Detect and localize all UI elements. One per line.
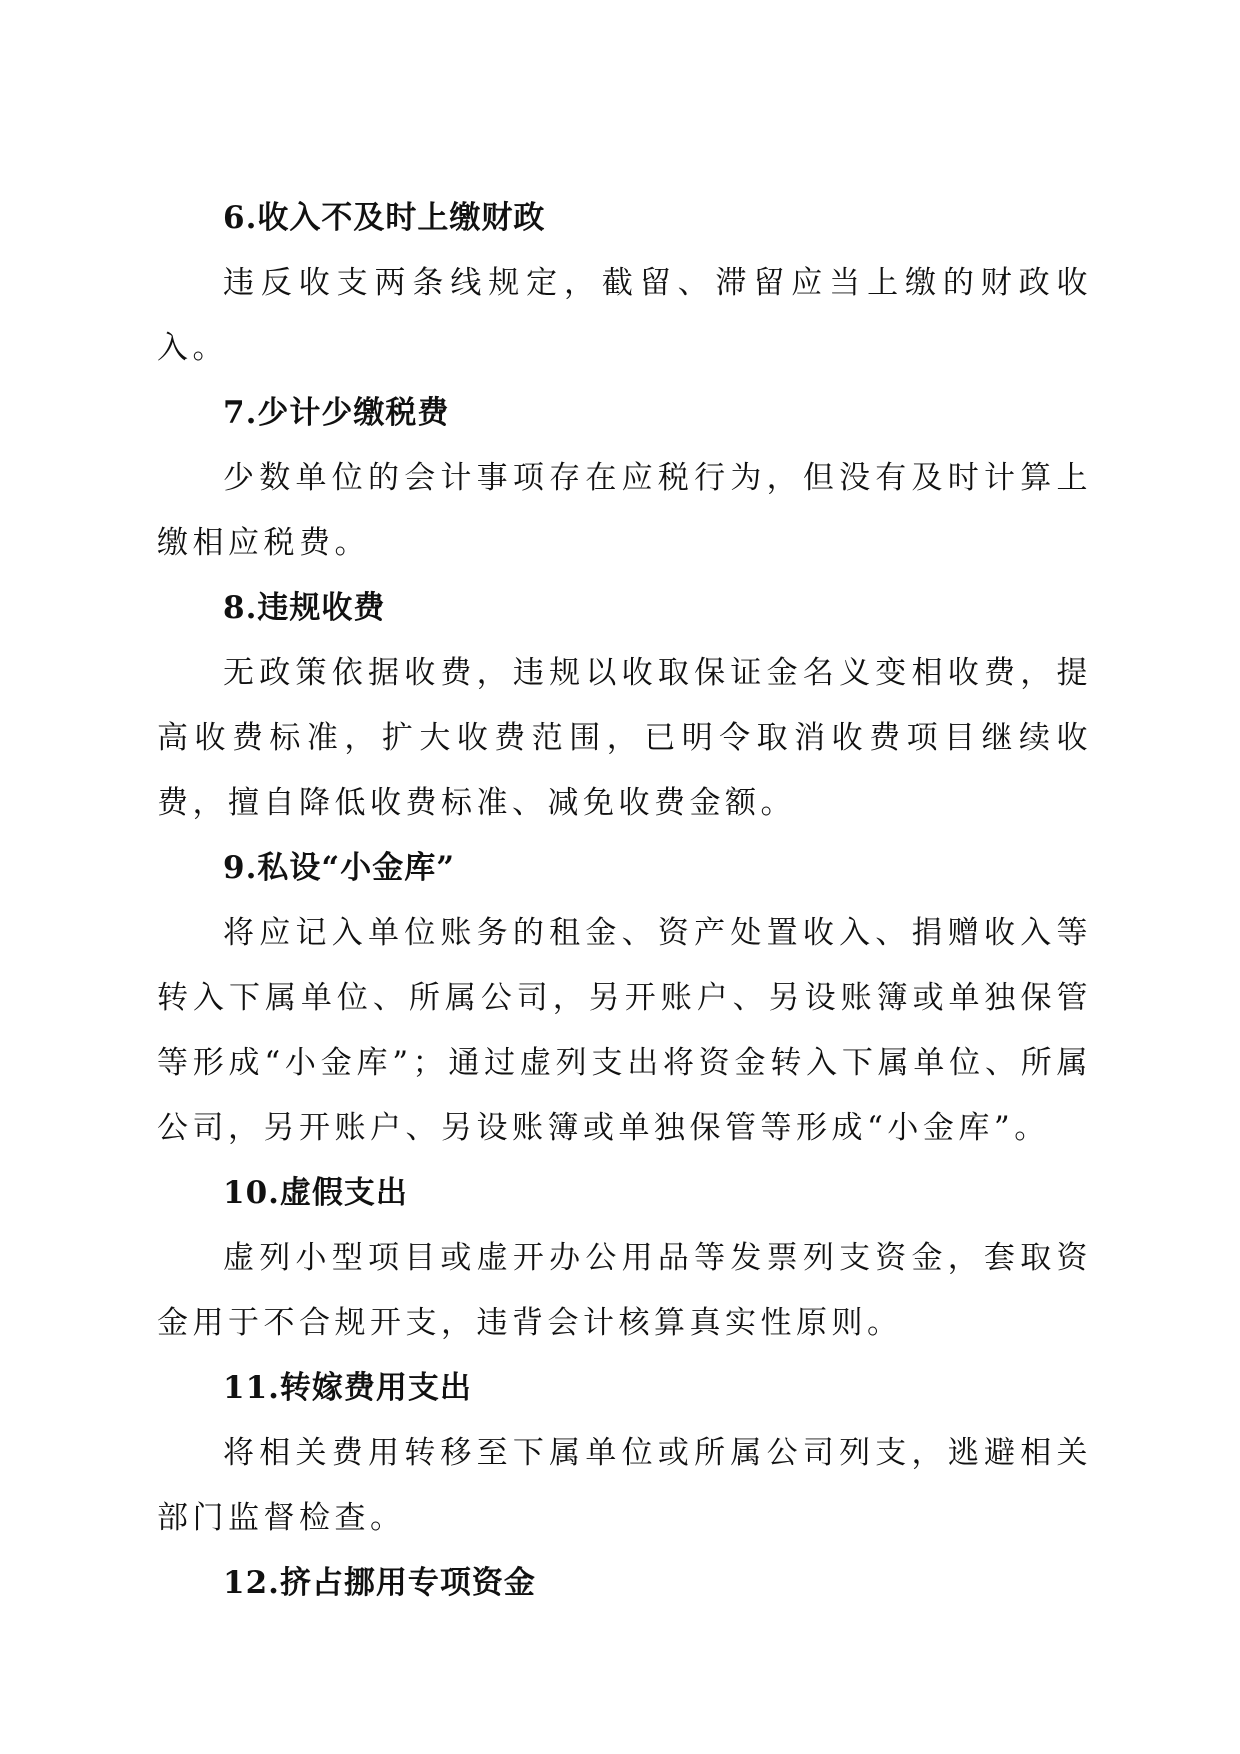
section-heading-12: 12.挤占挪用专项资金 (223, 1565, 536, 1601)
section-heading-10: 10.虚假支出 (223, 1175, 408, 1211)
section-body-10: 虚列小型项目或虚开办公用品等发票列支资金，套取资金用于不合规开支，违背会计核算真实性原则。 (157, 1240, 1092, 1341)
section-body-7: 少数单位的会计事项存在应税行为，但没有及时计算上缴相应税费。 (157, 460, 1092, 561)
section-heading-8: 8.违规收费 (223, 590, 386, 626)
section-body-11: 将相关费用转移至下属单位或所属公司列支，逃避相关部门监督检查。 (157, 1435, 1092, 1536)
section-body-9: 将应记入单位账务的租金、资产处置收入、捐赠收入等转入下属单位、所属公司，另开账户、另设账簿或单独保管等形成“小金库”；通过虚列支出将资金转入下属单位、所属公司，另开账户、另设账簿或单独保管等形成“小金库”。 (157, 915, 1092, 1146)
document-body (157, 186, 1092, 1616)
section-body-8: 无政策依据收费，违规以收取保证金名义变相收费，提高收费标准，扩大收费范围，已明令取消收费项目继续收费，擅自降低收费标准、减免收费金额。 (157, 655, 1092, 821)
section-heading-7: 7.少计少缴税费 (223, 395, 450, 431)
section-heading-9: 9.私设“小金库” (223, 850, 456, 886)
section-body-6: 违反收支两条线规定，截留、滞留应当上缴的财政收入。 (157, 265, 1092, 366)
section-heading-11: 11.转嫁费用支出 (223, 1370, 472, 1406)
section-heading-6: 6.收入不及时上缴财政 (223, 200, 546, 236)
